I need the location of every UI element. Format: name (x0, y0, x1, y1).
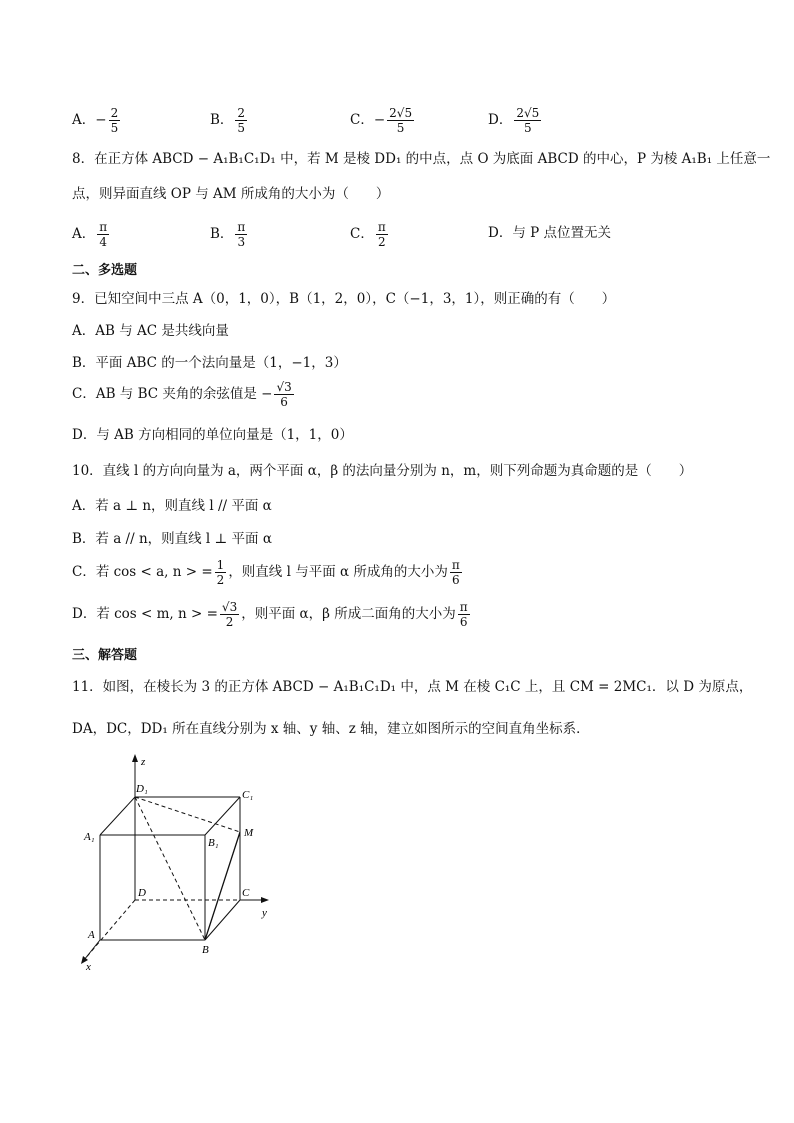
label-z: z (141, 756, 146, 768)
label-x: x (86, 961, 91, 973)
q11-stem-line1: 11．如图，在棱长为 3 的正方体 ABCD − A₁B₁C₁D₁ 中，点 M 在棱 C₁C 上，且 CM = 2MC₁．以 D 为原点， (72, 679, 753, 695)
q10-option-a: A．若 a ⊥ n，则直线 l // 平面 α (72, 498, 272, 514)
label-d1: D₁ (136, 783, 148, 795)
q9-option-a: A．AB 与 AC 是共线向量 (72, 323, 229, 339)
label-b: B (202, 944, 209, 956)
q8-stem-line2: 点，则异面直线 OP 与 AM 所成角的大小为（ ） (72, 186, 390, 202)
section-heading-multi-choice: 二、多选题 (72, 263, 138, 278)
q7-option-a: A．− $\frac{2}{5}$ (72, 106, 119, 135)
label-c: C (242, 887, 250, 899)
x-axis-solid (84, 940, 100, 960)
segment-d1b (135, 797, 205, 940)
label-a: A (88, 929, 95, 941)
q7-option-b: B． $\frac{2}{5}$ (210, 106, 246, 135)
section-heading-answer: 三、解答题 (72, 648, 138, 663)
q7-option-d: D． $\frac{2√5}{5}$ (488, 106, 540, 135)
q9-stem: 9．已知空间中三点 A（0，1，0），B（1，2，0），C（−1，3，1），则正确的有（ ） (72, 291, 616, 307)
q9-option-c: C．AB 与 BC 夹角的余弦值是 − $\frac{√3}{6}$ (72, 380, 292, 409)
edge-bc (205, 900, 240, 940)
q8-option-a: A． $\frac{\pi}{4}$ (72, 220, 108, 249)
z-axis-arrow (132, 754, 138, 762)
q10-option-d: D．若 cos < m, n > = $\frac{√3}{2}$ ，则平面 α，β 所成二面角的大小为 $\frac{\pi}{6}$ (72, 600, 468, 629)
q8-option-d: D．与 P 点位置无关 (488, 225, 611, 241)
q8-option-c: C． $\frac{\pi}{2}$ (350, 220, 386, 249)
q10-option-b: B．若 a // n，则直线 l ⊥ 平面 α (72, 531, 272, 547)
q10-stem: 10．直线 l 的方向向量为 a，两个平面 α，β 的法向量分别为 n，m，则下列命题为真命题的是（ ） (72, 463, 693, 479)
label-d: D (138, 887, 146, 899)
q11-stem-line2: DA，DC，DD₁ 所在直线分别为 x 轴、y 轴、z 轴，建立如图所示的空间直角坐标系． (72, 721, 590, 737)
q8-stem-line1: 8．在正方体 ABCD − A₁B₁C₁D₁ 中，若 M 是棱 DD₁ 的中点，点 O 为底面 ABCD 的中心，P 为棱 A₁B₁ 上任意一 (72, 151, 771, 167)
label-b1: B₁ (208, 837, 219, 849)
q7-option-c: C．− $\frac{2√5}{5}$ (350, 106, 413, 135)
q10-option-c: C．若 cos < a, n > = $\frac{1}{2}$ ，则直线 l 与平面 α 所成角的大小为 $\frac{\pi}{6}$ (72, 558, 460, 587)
y-axis-arrow (261, 897, 269, 903)
q9-option-b: B．平面 ABC 的一个法向量是（1，−1，3） (72, 355, 347, 371)
edge-b1c1 (205, 797, 240, 835)
edge-a1d1 (100, 797, 135, 835)
label-c1: C₁ (242, 789, 254, 801)
q9-option-d: D．与 AB 方向相同的单位向量是（1，1，0） (72, 427, 353, 443)
label-a1: A₁ (84, 831, 95, 843)
q8-option-b: B． $\frac{\pi}{3}$ (210, 220, 246, 249)
label-m: M (244, 827, 254, 839)
label-y: y (262, 907, 267, 919)
cube-figure (70, 750, 290, 975)
